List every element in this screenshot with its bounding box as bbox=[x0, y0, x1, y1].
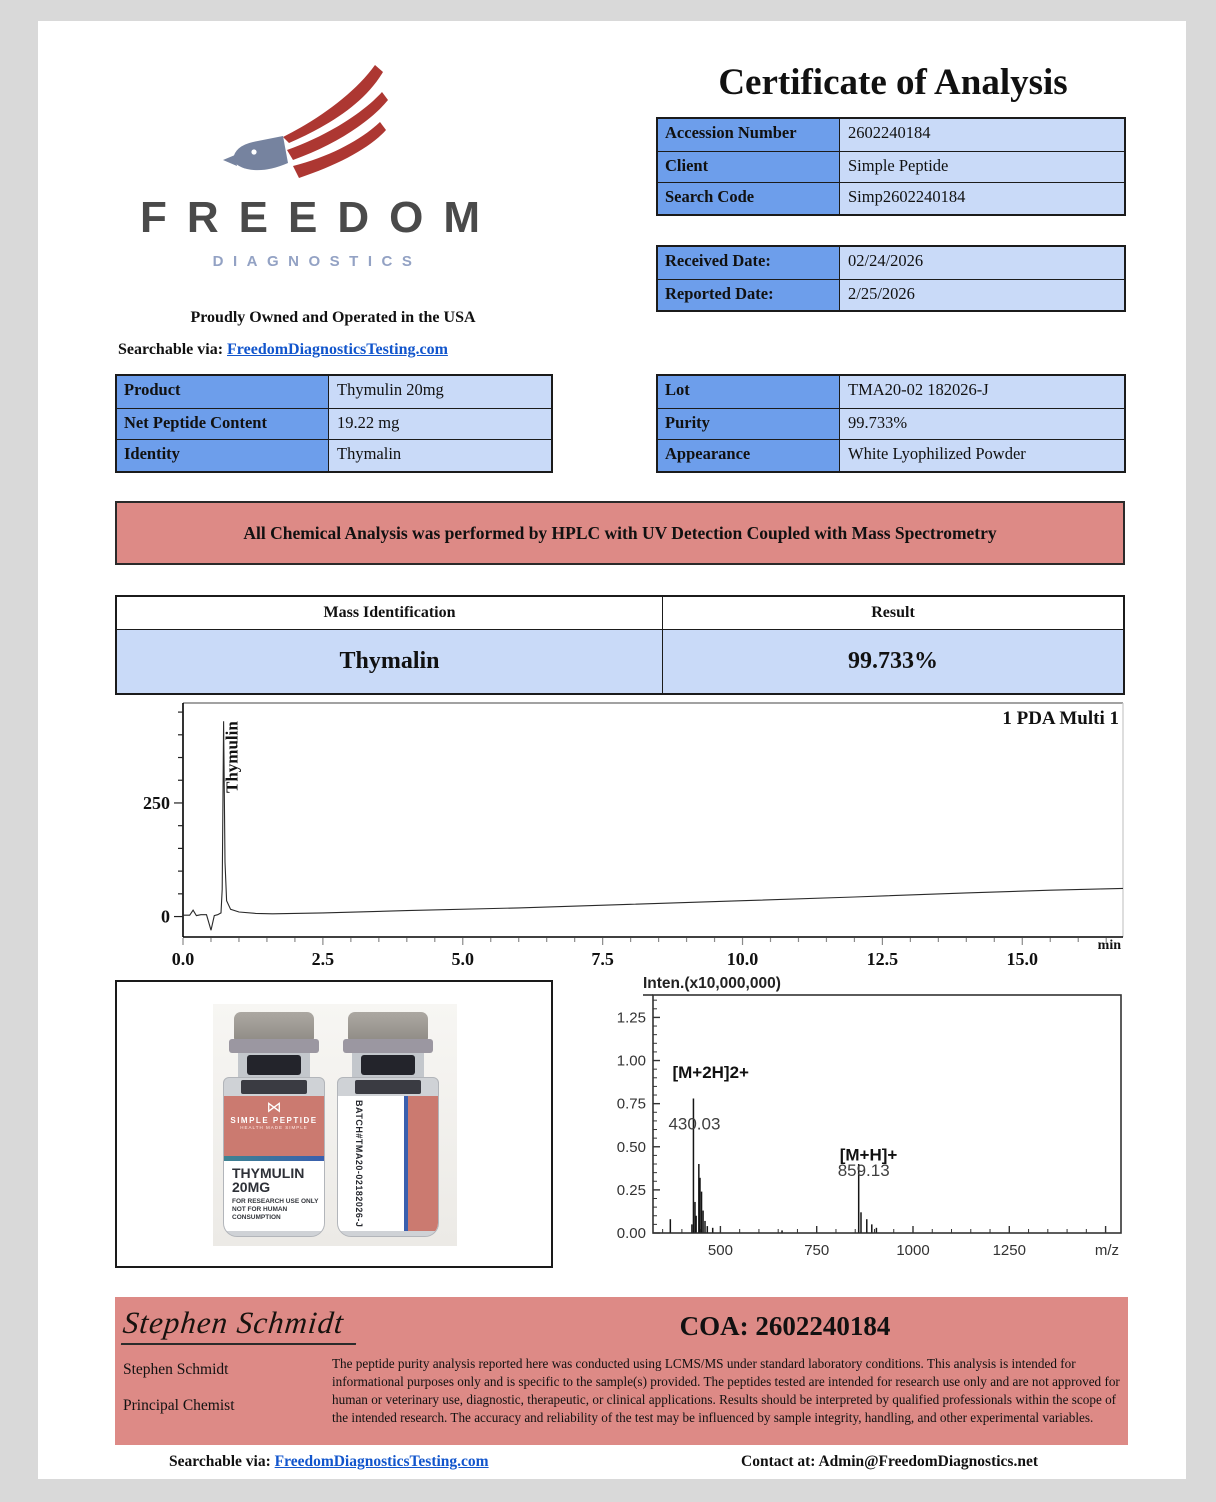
svg-text:[M+H]+: [M+H]+ bbox=[839, 1145, 898, 1165]
row-label: Accession Number bbox=[658, 119, 840, 151]
svg-text:0: 0 bbox=[161, 906, 170, 927]
row-label: Identity bbox=[117, 440, 329, 471]
table-row bbox=[658, 182, 1124, 214]
row-value: 19.22 mg bbox=[329, 409, 551, 440]
table-row bbox=[658, 119, 1124, 151]
table-row bbox=[658, 151, 1124, 183]
row-label: Purity bbox=[658, 409, 840, 440]
svg-text:0.00: 0.00 bbox=[616, 1225, 646, 1242]
mass-identification-table bbox=[115, 595, 1125, 695]
searchable-prefix: Searchable via: bbox=[169, 1453, 271, 1470]
svg-text:250: 250 bbox=[143, 792, 170, 813]
searchable-link-top[interactable]: FreedomDiagnosticsTesting.com bbox=[227, 341, 448, 358]
col-header-identification: Mass Identification bbox=[117, 597, 663, 629]
accession-table bbox=[656, 117, 1126, 216]
svg-text:750: 750 bbox=[804, 1242, 830, 1259]
svg-text:0.75: 0.75 bbox=[616, 1095, 646, 1113]
vial-front bbox=[221, 1012, 327, 1237]
mass-table-header bbox=[117, 597, 1123, 630]
table-row bbox=[658, 408, 1124, 440]
svg-text:1.00: 1.00 bbox=[616, 1052, 646, 1070]
vial-back bbox=[335, 1012, 441, 1237]
svg-text:5.0: 5.0 bbox=[451, 949, 475, 969]
row-value: 2/25/2026 bbox=[840, 280, 1124, 311]
svg-text:[M+2H]2+: [M+2H]2+ bbox=[672, 1062, 749, 1082]
searchable-line-top bbox=[118, 341, 448, 359]
row-label: Received Date: bbox=[658, 247, 840, 279]
svg-text:859.13: 859.13 bbox=[837, 1161, 890, 1181]
svg-text:430.03: 430.03 bbox=[668, 1114, 721, 1134]
logo-sub-text: DIAGNOSTICS bbox=[212, 253, 422, 270]
vial-tagline: HEALTH MADE SIMPLE bbox=[240, 1125, 308, 1130]
table-row bbox=[658, 279, 1124, 311]
table-row bbox=[658, 376, 1124, 408]
vial-body bbox=[337, 1077, 439, 1237]
svg-text:m/z: m/z bbox=[1094, 1242, 1119, 1259]
freedom-eagle-logo-icon bbox=[223, 63, 393, 195]
vial-flange bbox=[229, 1039, 319, 1053]
vial-photo bbox=[213, 1004, 457, 1246]
row-value: 02/24/2026 bbox=[840, 247, 1124, 279]
svg-text:0.25: 0.25 bbox=[616, 1181, 646, 1199]
row-value: White Lyophilized Powder bbox=[840, 440, 1124, 471]
vial-cap bbox=[234, 1012, 314, 1042]
table-row bbox=[117, 439, 551, 471]
svg-text:12.5: 12.5 bbox=[866, 949, 899, 969]
product-table bbox=[115, 374, 553, 473]
searchable-link-bottom[interactable]: FreedomDiagnosticsTesting.com bbox=[274, 1453, 489, 1470]
row-label: Lot bbox=[658, 376, 840, 408]
row-label: Product bbox=[117, 376, 329, 408]
row-label: Search Code bbox=[658, 183, 840, 214]
footer-signature-box bbox=[115, 1297, 1128, 1445]
mass-table-row bbox=[117, 630, 1123, 693]
page-title: Certificate of Analysis bbox=[718, 62, 1068, 103]
svg-text:1250: 1250 bbox=[992, 1242, 1026, 1259]
searchable-prefix: Searchable via: bbox=[118, 341, 224, 358]
hplc-chromatogram-chart bbox=[133, 699, 1138, 999]
signature-script: Stephen Schmidt bbox=[121, 1305, 360, 1345]
vial-body bbox=[223, 1077, 325, 1237]
svg-text:10.0: 10.0 bbox=[726, 949, 759, 969]
svg-text:2.5: 2.5 bbox=[311, 949, 335, 969]
logo-brand-text: FREEDOM bbox=[140, 193, 500, 242]
table-row bbox=[117, 376, 551, 408]
vial-neck bbox=[238, 1053, 310, 1077]
row-label: Appearance bbox=[658, 440, 840, 471]
signer-role: Principal Chemist bbox=[123, 1397, 235, 1414]
method-banner: All Chemical Analysis was performed by HPLC with UV Detection Coupled with Mass Spectrometry bbox=[115, 501, 1125, 565]
vial-label-back bbox=[338, 1096, 438, 1231]
contact-line: Contact at: Admin@FreedomDiagnostics.net bbox=[741, 1453, 1038, 1470]
svg-text:Inten.(x10,000,000): Inten.(x10,000,000) bbox=[643, 975, 781, 992]
svg-text:1.25: 1.25 bbox=[616, 1009, 646, 1027]
svg-text:min: min bbox=[1097, 938, 1121, 953]
row-value: 99.733% bbox=[840, 409, 1124, 440]
result-value: 99.733% bbox=[848, 648, 938, 674]
lot-table bbox=[656, 374, 1126, 473]
svg-text:0.50: 0.50 bbox=[616, 1138, 646, 1156]
identification-value: Thymalin bbox=[117, 630, 663, 693]
row-value: Simp2602240184 bbox=[840, 183, 1124, 214]
col-header-result: Result bbox=[871, 604, 915, 621]
document-page bbox=[38, 21, 1186, 1479]
vial-batch-number: BATCH#TMA20-02182026-J bbox=[354, 1100, 364, 1228]
row-value: Simple Peptide bbox=[840, 152, 1124, 183]
svg-text:500: 500 bbox=[707, 1242, 733, 1259]
vial-neck bbox=[352, 1053, 424, 1077]
row-label: Net Peptide Content bbox=[117, 409, 329, 440]
simple-peptide-logo-icon: ⋈ bbox=[266, 1100, 282, 1116]
disclaimer-text: The peptide purity analysis reported here was conducted using LCMS/MS under standard laboratory conditions. This analysis is intended for informational purposes only and is specific to the sample(s) provided. The peptides tested are intended for research use only and are not approved for human or veterinary use, diagnostic, therapeutic, or clinical applications. Results should be interpreted by qualified professionals within the scope of the intended research. The accuracy and reliability of the test may be influenced by sample integrity, handling, and other experimental variables. bbox=[332, 1356, 1120, 1425]
row-value: 2602240184 bbox=[840, 119, 1124, 151]
searchable-line-bottom bbox=[169, 1453, 489, 1471]
vial-cap bbox=[348, 1012, 428, 1042]
vial-label-front bbox=[224, 1096, 324, 1231]
table-row bbox=[658, 247, 1124, 279]
row-label: Client bbox=[658, 152, 840, 183]
row-value: Thymulin 20mg bbox=[329, 376, 551, 408]
svg-text:15.0: 15.0 bbox=[1006, 949, 1039, 969]
vial-photo-frame bbox=[115, 980, 553, 1268]
table-row bbox=[117, 408, 551, 440]
svg-text:7.5: 7.5 bbox=[591, 949, 614, 969]
vial-product-name: THYMULIN 20MG bbox=[232, 1165, 305, 1195]
dates-table bbox=[656, 245, 1126, 312]
vial-warning: FOR RESEARCH USE ONLY NOT FOR HUMAN CONSUMPTION bbox=[232, 1198, 319, 1221]
svg-text:0.0: 0.0 bbox=[171, 949, 195, 969]
row-value: Thymalin bbox=[329, 440, 551, 471]
coa-number: COA: 2602240184 bbox=[679, 1311, 891, 1341]
table-row bbox=[658, 439, 1124, 471]
svg-text:Thymulin: Thymulin bbox=[222, 721, 242, 793]
vial-brand: SIMPLE PEPTIDE bbox=[230, 1116, 318, 1125]
signer-name: Stephen Schmidt bbox=[123, 1361, 229, 1378]
usa-tagline: Proudly Owned and Operated in the USA bbox=[190, 309, 476, 326]
svg-text:1000: 1000 bbox=[896, 1242, 930, 1259]
mass-spectrum-chart bbox=[598, 973, 1158, 1273]
row-label: Reported Date: bbox=[658, 280, 840, 311]
row-value: TMA20-02 182026-J bbox=[840, 376, 1124, 408]
vial-flange bbox=[343, 1039, 433, 1053]
svg-text:1 PDA Multi 1: 1 PDA Multi 1 bbox=[1002, 708, 1119, 729]
